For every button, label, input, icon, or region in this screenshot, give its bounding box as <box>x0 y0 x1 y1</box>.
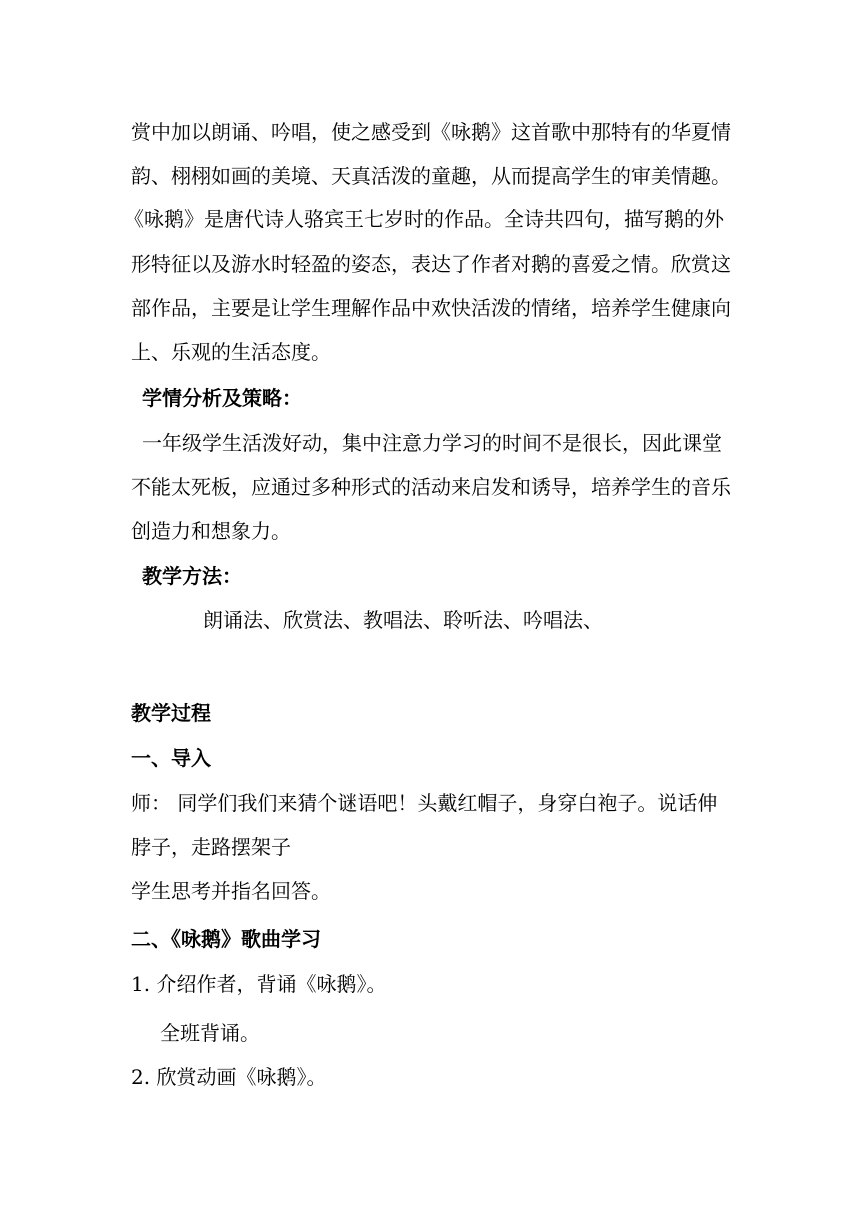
student-line: 学生思考并指名回答。 <box>131 879 331 903</box>
intro-line-2: 韵、栩栩如画的美境、天真活泼的童趣，从而提高学生的审美情趣。 <box>131 164 731 188</box>
item-1-sub: 全班背诵。 <box>160 1021 260 1045</box>
analysis-line-2: 不能太死板，应通过多种形式的活动来启发和诱导，培养学生的音乐 <box>131 475 731 499</box>
intro-line-5: 部作品，主要是让学生理解作品中欢快活泼的情绪，培养学生健康向 <box>131 296 731 320</box>
teacher-line-1: 师： 同学们我们来猜个谜语吧！头戴红帽子，身穿白袍子。说话伸 <box>131 791 718 815</box>
analysis-line-3: 创造力和想象力。 <box>131 519 291 543</box>
process-heading: 教学过程 <box>131 701 211 725</box>
methods-text: 朗诵法、欣赏法、教唱法、聆听法、吟唱法、 <box>203 608 603 632</box>
item-1: 1. 介绍作者，背诵《咏鹅》。 <box>131 972 387 996</box>
section1-heading: 一、导入 <box>131 746 211 770</box>
item-2: 2. 欣赏动画《咏鹅》。 <box>131 1065 327 1089</box>
methods-heading: 教学方法： <box>142 564 242 588</box>
intro-line-3: 《咏鹅》是唐代诗人骆宾王七岁时的作品。全诗共四句，描写鹅的外 <box>124 207 724 231</box>
intro-line-1: 赏中加以朗诵、吟唱，使之感受到《咏鹅》这首歌中那特有的华夏情 <box>131 120 731 144</box>
teacher-line-2: 脖子，走路摆架子 <box>131 835 291 859</box>
intro-line-4: 形特征以及游水时轻盈的姿态，表达了作者对鹅的喜爱之情。欣赏这 <box>131 252 731 276</box>
intro-line-6: 上、乐观的生活态度。 <box>131 340 331 364</box>
analysis-heading: 学情分析及策略： <box>142 386 302 410</box>
analysis-line-1: 一年级学生活泼好动，集中注意力学习的时间不是很长，因此课堂 <box>142 431 722 455</box>
section2-heading: 二、《咏鹅》歌曲学习 <box>131 927 321 951</box>
